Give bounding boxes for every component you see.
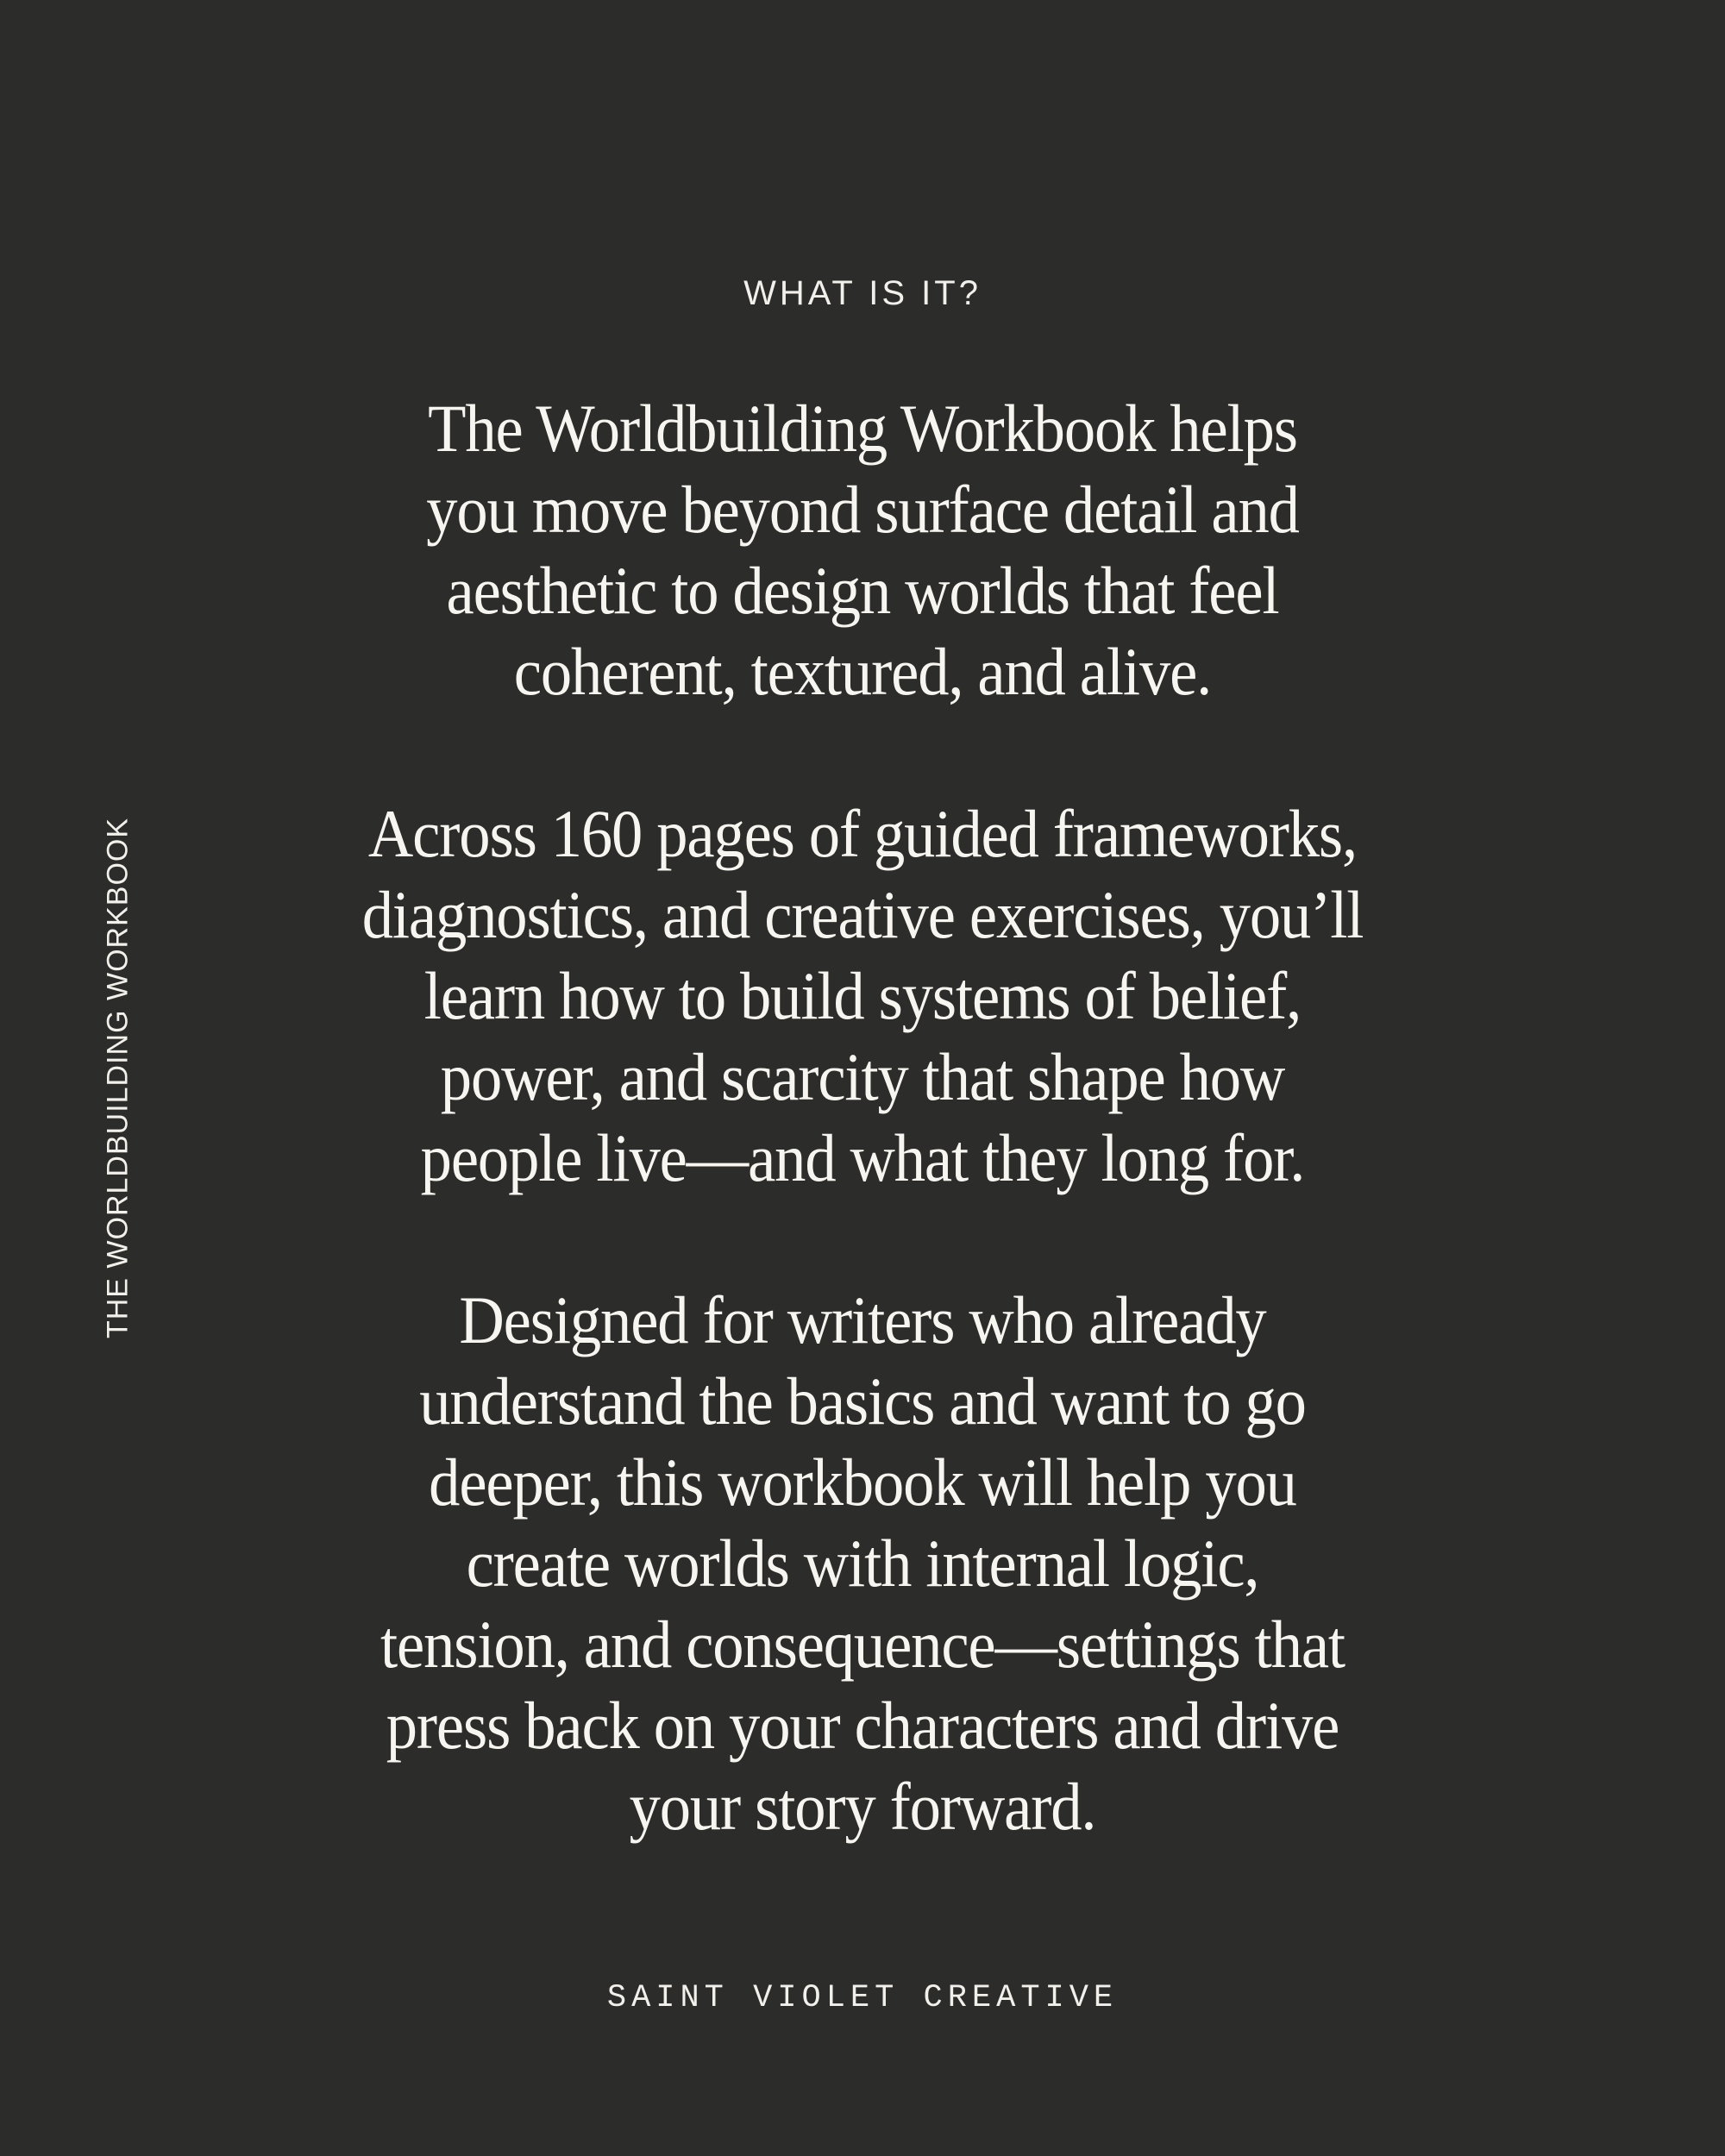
text-line: tension, and consequence—settings that (380, 1607, 1345, 1682)
paragraph-audience (301, 1280, 1424, 1847)
text-line: deeper, this workbook will help you (429, 1445, 1296, 1520)
text-line: create worlds with internal logic, (466, 1526, 1259, 1601)
text-line: press back on your characters and drive (386, 1688, 1339, 1763)
paragraph-contents (301, 793, 1424, 1199)
text-line: aesthetic to design worlds that feel (446, 553, 1279, 628)
vertical-book-title: THE WORLDBUILDING WORKBOOK (101, 817, 135, 1339)
text-line: diagnostics, and creative exercises, you’ll (361, 877, 1364, 952)
brand-footer: SAINT VIOLET CREATIVE (606, 1980, 1119, 2016)
paragraph-intro (301, 388, 1424, 712)
text-line: learn how to build systems of belief, (423, 958, 1302, 1033)
text-line: power, and scarcity that shape how (440, 1039, 1285, 1114)
section-eyebrow: WHAT IS IT? (743, 274, 982, 312)
body-copy (301, 388, 1424, 1928)
text-line: Designed for writers who already (459, 1282, 1266, 1357)
text-line: The Worldbuilding Workbook helps (428, 391, 1297, 466)
text-line: understand the basics and want to go (419, 1363, 1306, 1438)
text-line: people live—and what they long for. (420, 1120, 1305, 1195)
text-line: coherent, textured, and alive. (513, 634, 1212, 709)
text-line: your story forward. (629, 1769, 1096, 1844)
text-line: Across 160 pages of guided frameworks, (367, 796, 1358, 871)
text-line: you move beyond surface detail and (426, 472, 1299, 547)
